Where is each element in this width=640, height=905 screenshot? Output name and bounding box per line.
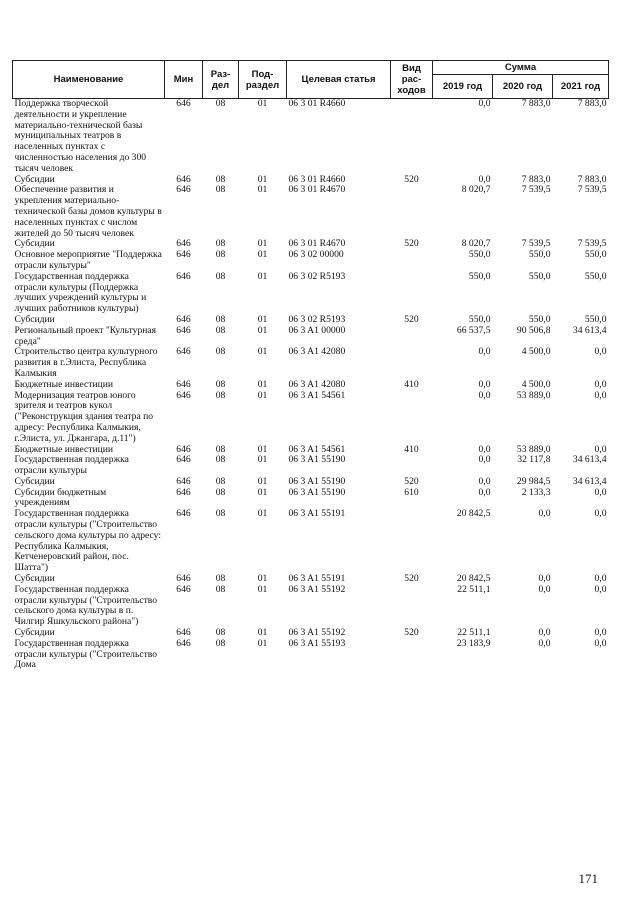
row-podrazdel: 01 xyxy=(257,637,268,649)
row-target-article: 06 3 01 R4670 xyxy=(288,184,346,196)
row-target-article: 06 3 A1 55191 xyxy=(288,508,346,520)
row-min: 646 xyxy=(176,389,191,401)
row-podrazdel: 01 xyxy=(257,238,268,250)
row-sum-2019: 23 183,9 xyxy=(456,637,491,649)
row-min: 646 xyxy=(176,508,191,520)
row-sum-2020: 90 506,8 xyxy=(516,324,551,336)
row-razdel: 08 xyxy=(215,389,226,401)
row-podrazdel: 01 xyxy=(257,346,268,358)
row-podrazdel: 01 xyxy=(257,627,268,639)
row-razdel: 08 xyxy=(215,627,226,639)
row-name: Государственная поддержка отрасли культуры ("Строительство сельского дома культуры по адресу: Республика Калмыкия, Кетченеровский район, пос. Шатта") xyxy=(14,508,162,574)
row-sum-2020: 4 500,0 xyxy=(521,378,551,390)
page-number: 171 xyxy=(578,871,598,886)
row-sum-2019: 0,0 xyxy=(478,378,491,390)
row-podrazdel: 01 xyxy=(257,313,268,325)
row-target-article: 06 3 A1 55192 xyxy=(288,627,346,639)
row-name: Субсидии xyxy=(14,573,55,585)
row-sum-2021: 7 883,0 xyxy=(577,173,607,185)
header-vid: Вид рас-ходов xyxy=(391,61,433,99)
row-sum-2019: 20 842,5 xyxy=(456,508,491,520)
row-vid: 520 xyxy=(404,173,419,185)
header-podrazdel: Под-раздел xyxy=(239,61,287,99)
row-podrazdel: 01 xyxy=(257,324,268,336)
row-podrazdel: 01 xyxy=(257,184,268,196)
row-name: Государственная поддержка отрасли культуры ("Строительство Дома xyxy=(14,637,158,671)
row-min: 646 xyxy=(176,249,191,261)
row-target-article: 06 3 01 R4670 xyxy=(288,238,346,250)
row-podrazdel: 01 xyxy=(257,98,268,109)
row-podrazdel: 01 xyxy=(257,573,268,585)
row-vid xyxy=(391,272,433,315)
row-vid: 520 xyxy=(404,313,419,325)
row-min: 646 xyxy=(176,313,191,325)
row-vid xyxy=(391,391,433,445)
row-name: Государственная поддержка отрасли культуры (Поддержка лучших учреждений культуры и лучших работников культуры) xyxy=(14,270,147,315)
row-min: 646 xyxy=(176,238,191,250)
row-min: 646 xyxy=(176,270,191,282)
row-sum-2019: 550,0 xyxy=(468,313,491,325)
row-razdel: 08 xyxy=(215,249,226,261)
row-sum-2021: 34 613,4 xyxy=(572,454,607,466)
row-min: 646 xyxy=(176,486,191,498)
row-target-article: 06 3 02 R5193 xyxy=(288,270,346,282)
row-podrazdel: 01 xyxy=(257,173,268,185)
row-sum-2021: 0,0 xyxy=(594,486,607,498)
row-sum-2019: 550,0 xyxy=(468,249,491,261)
row-sum-2020: 0,0 xyxy=(538,627,551,639)
row-podrazdel: 01 xyxy=(257,583,268,595)
table-row xyxy=(13,185,609,239)
row-sum-2020: 32 117,8 xyxy=(517,454,551,466)
row-sum-2020: 53 889,0 xyxy=(516,389,551,401)
table-body xyxy=(13,99,609,672)
row-sum-2019: 22 511,1 xyxy=(457,583,491,595)
row-sum-2020: 0,0 xyxy=(538,583,551,595)
row-razdel: 08 xyxy=(215,443,226,455)
row-min: 646 xyxy=(176,346,191,358)
row-razdel: 08 xyxy=(215,238,226,250)
row-sum-2021: 34 613,4 xyxy=(572,324,607,336)
row-min: 646 xyxy=(176,573,191,585)
header-min: Мин xyxy=(165,61,203,99)
row-razdel: 08 xyxy=(215,346,226,358)
header-name: Наименование xyxy=(13,61,165,99)
row-min: 646 xyxy=(176,443,191,455)
row-vid: 410 xyxy=(404,443,419,455)
row-min: 646 xyxy=(176,378,191,390)
row-name: Субсидии xyxy=(14,173,55,185)
row-sum-2020: 7 539,5 xyxy=(521,184,551,196)
row-name: Поддержка творческой деятельности и укрепление материально-технической базы муниципальных театров в населенных пунктах с численностью населения до 300 тысяч человек xyxy=(14,98,147,174)
row-name: Субсидии xyxy=(14,475,55,487)
row-podrazdel: 01 xyxy=(257,508,268,520)
row-razdel: 08 xyxy=(215,508,226,520)
row-sum-2019: 0,0 xyxy=(478,486,491,498)
row-name: Бюджетные инвестиции xyxy=(14,443,113,455)
row-sum-2021: 0,0 xyxy=(594,346,607,358)
header-summa: Сумма xyxy=(433,61,609,75)
table-row xyxy=(13,272,609,315)
row-razdel: 08 xyxy=(215,475,226,487)
row-podrazdel: 01 xyxy=(257,475,268,487)
row-vid: 520 xyxy=(404,573,419,585)
row-razdel: 08 xyxy=(215,573,226,585)
row-min: 646 xyxy=(176,627,191,639)
table-row xyxy=(13,391,609,445)
row-vid xyxy=(391,250,433,272)
row-min: 646 xyxy=(176,324,191,336)
row-vid xyxy=(391,99,433,175)
row-podrazdel: 01 xyxy=(257,389,268,401)
row-razdel: 08 xyxy=(215,378,226,390)
row-min: 646 xyxy=(176,98,191,109)
table-row xyxy=(13,639,609,671)
row-min: 646 xyxy=(176,583,191,595)
row-target-article: 06 3 A1 55190 xyxy=(288,454,346,466)
row-sum-2020: 0,0 xyxy=(538,508,551,520)
table-row xyxy=(13,99,609,175)
table-header xyxy=(13,61,609,99)
row-vid: 610 xyxy=(404,486,419,498)
row-sum-2021: 0,0 xyxy=(594,637,607,649)
row-name: Модернизация театров юного зрителя и театров кукол ("Реконструкция здания театра по адресу: Республика Калмыкия, г.Элиста, ул. Джангара, д.11") xyxy=(14,389,154,444)
row-razdel: 08 xyxy=(215,98,226,109)
row-target-article: 06 3 02 R5193 xyxy=(288,313,346,325)
row-sum-2019: 20 842,5 xyxy=(456,573,491,585)
row-razdel: 08 xyxy=(215,583,226,595)
row-min: 646 xyxy=(176,475,191,487)
header-celevaya: Целевая статья xyxy=(287,61,391,99)
row-name: Государственная поддержка отрасли культуры ("Строительство сельского дома культуры в п. Чилгир Яшкульского района") xyxy=(14,583,158,628)
row-vid: 520 xyxy=(404,238,419,250)
row-razdel: 08 xyxy=(215,313,226,325)
row-name: Строительство центра культурного развития в г.Элиста, Республика Калмыкия xyxy=(14,346,158,379)
row-vid: 520 xyxy=(404,627,419,639)
row-target-article: 06 3 A1 00000 xyxy=(288,324,346,336)
row-sum-2020: 7 539,5 xyxy=(521,238,551,250)
table-row xyxy=(13,347,609,379)
row-sum-2021: 550,0 xyxy=(584,249,607,261)
row-sum-2019: 8 020,7 xyxy=(461,184,491,196)
row-sum-2019: 0,0 xyxy=(478,173,491,185)
row-target-article: 06 3 A1 55190 xyxy=(288,486,346,498)
row-target-article: 06 3 A1 55191 xyxy=(288,573,346,585)
row-sum-2020: 2 133,3 xyxy=(521,486,551,498)
row-target-article: 06 3 01 R4660 xyxy=(288,98,346,109)
row-sum-2019: 0,0 xyxy=(478,454,491,466)
row-sum-2020: 550,0 xyxy=(528,270,551,282)
table-row xyxy=(13,326,609,348)
row-sum-2021: 0,0 xyxy=(594,573,607,585)
header-2019: 2019 год xyxy=(433,75,493,99)
row-name: Субсидии бюджетным учреждениям xyxy=(14,486,107,509)
row-podrazdel: 01 xyxy=(257,443,268,455)
row-sum-2021: 0,0 xyxy=(594,627,607,639)
row-vid: 520 xyxy=(404,475,419,487)
row-vid xyxy=(391,347,433,379)
row-sum-2020: 53 889,0 xyxy=(516,443,551,455)
row-name: Субсидии xyxy=(14,627,55,639)
row-name: Основное мероприятие "Поддержка отрасли культуры" xyxy=(14,249,162,271)
row-min: 646 xyxy=(176,637,191,649)
row-name: Региональный проект "Культурная среда" xyxy=(14,324,157,347)
row-vid xyxy=(391,639,433,671)
budget-table xyxy=(12,60,609,671)
row-razdel: 08 xyxy=(215,184,226,196)
row-podrazdel: 01 xyxy=(257,454,268,466)
row-razdel: 08 xyxy=(215,486,226,498)
row-razdel: 08 xyxy=(215,637,226,649)
row-name: Субсидии xyxy=(14,238,55,250)
row-razdel: 08 xyxy=(215,173,226,185)
row-target-article: 06 3 01 R4660 xyxy=(288,173,346,185)
table-row xyxy=(13,585,609,628)
row-name: Государственная поддержка отрасли культуры xyxy=(14,454,129,477)
row-target-article: 06 3 02 00000 xyxy=(288,249,344,261)
row-name: Субсидии xyxy=(14,313,55,325)
row-sum-2019: 0,0 xyxy=(478,443,491,455)
row-vid xyxy=(391,509,433,574)
row-razdel: 08 xyxy=(215,454,226,466)
row-sum-2019: 0,0 xyxy=(478,389,491,401)
row-min: 646 xyxy=(176,184,191,196)
row-vid xyxy=(391,585,433,628)
row-sum-2019: 0,0 xyxy=(478,346,491,358)
row-target-article: 06 3 A1 54561 xyxy=(288,389,346,401)
row-podrazdel: 01 xyxy=(257,378,268,390)
row-min: 646 xyxy=(176,454,191,466)
table-row xyxy=(13,488,609,510)
row-target-article: 06 3 A1 55190 xyxy=(288,475,346,487)
row-name: Обеспечение развития и укрепления материально-технической базы домов культуры в населенных пунктах с числом жителей до 50 тысяч человек xyxy=(14,184,162,239)
row-target-article: 06 3 A1 55193 xyxy=(288,637,346,649)
table-row xyxy=(13,250,609,272)
row-vid xyxy=(391,185,433,239)
header-razdel: Раз-дел xyxy=(203,61,239,99)
header-2020: 2020 год xyxy=(493,75,553,99)
row-sum-2021: 0,0 xyxy=(594,583,607,595)
row-target-article: 06 3 A1 42080 xyxy=(288,346,346,358)
row-sum-2021: 0,0 xyxy=(594,389,607,401)
row-vid xyxy=(391,455,433,477)
row-vid: 410 xyxy=(404,378,419,390)
row-sum-2020: 0,0 xyxy=(538,637,551,649)
row-sum-2019: 0,0 xyxy=(478,98,491,109)
row-sum-2020: 0,0 xyxy=(538,573,551,585)
table-row xyxy=(13,509,609,574)
row-podrazdel: 01 xyxy=(257,486,268,498)
row-sum-2021: 0,0 xyxy=(594,508,607,520)
row-min: 646 xyxy=(176,173,191,185)
row-razdel: 08 xyxy=(215,324,226,336)
table-row xyxy=(13,455,609,477)
row-target-article: 06 3 A1 55192 xyxy=(288,583,346,595)
row-target-article: 06 3 A1 54561 xyxy=(288,443,346,455)
row-sum-2021: 550,0 xyxy=(584,313,607,325)
row-sum-2021: 7 539,5 xyxy=(577,238,607,250)
row-sum-2019: 66 537,5 xyxy=(456,324,491,336)
row-sum-2019: 0,0 xyxy=(478,475,491,487)
row-name: Бюджетные инвестиции xyxy=(14,378,113,390)
row-vid xyxy=(391,326,433,348)
row-target-article: 06 3 A1 42080 xyxy=(288,378,346,390)
row-sum-2021: 0,0 xyxy=(594,443,607,455)
row-sum-2020: 550,0 xyxy=(528,313,551,325)
row-sum-2020: 4 500,0 xyxy=(521,346,551,358)
row-podrazdel: 01 xyxy=(257,249,268,261)
row-podrazdel: 01 xyxy=(257,270,268,282)
row-sum-2019: 8 020,7 xyxy=(461,238,491,250)
row-sum-2021: 7 883,0 xyxy=(577,98,607,109)
row-sum-2021: 550,0 xyxy=(584,270,607,282)
row-sum-2020: 7 883,0 xyxy=(521,98,551,109)
row-sum-2020: 7 883,0 xyxy=(521,173,551,185)
table-row xyxy=(13,380,609,391)
row-sum-2021: 7 539,5 xyxy=(577,184,607,196)
header-2021: 2021 год xyxy=(553,75,609,99)
row-sum-2019: 550,0 xyxy=(468,270,491,282)
row-sum-2021: 0,0 xyxy=(594,378,607,390)
row-sum-2021: 34 613,4 xyxy=(572,475,607,487)
row-sum-2020: 550,0 xyxy=(528,249,551,261)
row-sum-2019: 22 511,1 xyxy=(457,627,491,639)
row-razdel: 08 xyxy=(215,270,226,282)
row-sum-2020: 29 984,5 xyxy=(516,475,551,487)
